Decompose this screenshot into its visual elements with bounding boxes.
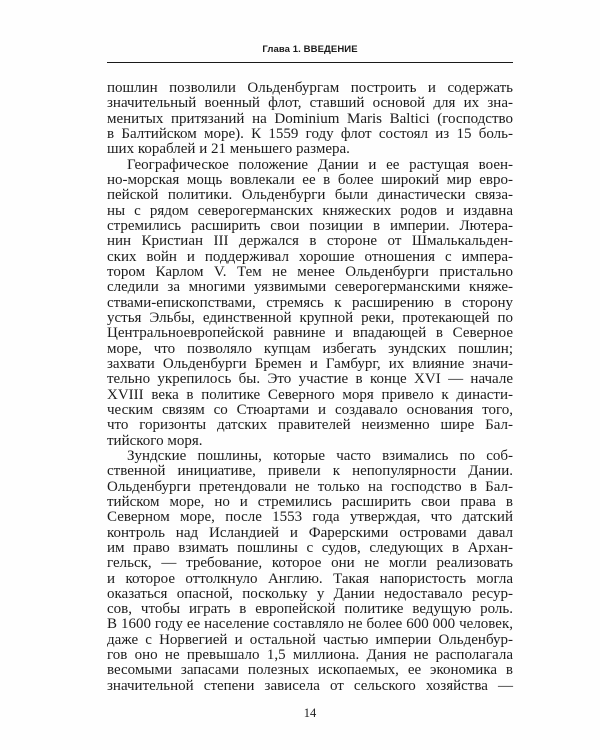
header-rule (107, 62, 513, 63)
text-line: Центральноевропейской равнине и впадающей в Северное (107, 325, 513, 342)
page-number: 14 (303, 706, 317, 720)
paragraph (107, 81, 513, 158)
text-line: море, что позволяло купцам избегать зундских пошлин; (107, 340, 513, 357)
text-line: устья Эльбы, единственной крупной реки, протекающей по (107, 309, 513, 326)
text-line: В 1600 году ее население составляло не более 600 000 человек, (107, 616, 513, 633)
running-head: Глава 1. ВВЕДЕНИЕ (262, 44, 358, 55)
text-line: менитых притязаний на Dominium Maris Baltici (господство (107, 110, 513, 127)
text-line: им право взимать пошлины с судов, следующих в Архан- (107, 539, 513, 556)
text-line: тийского моря. (107, 432, 203, 449)
text-line: в Балтийском море). К 1559 году флот состоял из 15 боль- (107, 125, 513, 142)
text-line: контроль над Исландией и Фарерскими островами давал (107, 524, 513, 541)
text-line: XVIII века в политике Северного моря привело к династи- (107, 386, 513, 403)
text-line: тором Карлом V. Тем не менее Ольденбурги пристально (107, 263, 513, 280)
text-line: ших кораблей и 21 меньшего размера. (107, 141, 350, 158)
text-line: захвати Ольденбурги Бремен и Гамбург, их влияние значи- (107, 355, 513, 372)
text-line: даже с Норвегией и остальной частью империи Ольденбур- (107, 631, 513, 648)
paragraph (107, 449, 513, 694)
text-line: следили за многими уязвимыми северогерманскими княже- (107, 279, 513, 296)
paragraph (107, 158, 513, 449)
text-line: Зундские пошлины, которые часто взимались по соб- (127, 447, 513, 464)
body-text (107, 81, 513, 694)
text-line: ских войн и поддерживал хорошие отношения с импера- (107, 248, 513, 265)
text-line: и которое оттолкнуло Англию. Такая напористость могла (107, 570, 513, 587)
text-line: гов оно не превышало 1,5 миллиона. Дания не располагала (107, 647, 513, 664)
text-line: сов, чтобы играть в европейской политике ведущую роль. (107, 601, 513, 618)
text-line: весомыми запасами полезных ископаемых, ее экономика в (107, 662, 513, 679)
text-line: пошлин позволили Ольденбургам построить и содержать (107, 80, 513, 96)
text-line: значительной степени зависела от сельского хозяйства — (107, 677, 513, 694)
text-line: ческим связям со Стюартами и создавало основания того, (107, 401, 513, 418)
text-line: тийском море, но и стремились расширить свои права в (107, 493, 513, 510)
text-line: пейской политики. Ольденбурги были династически связа- (107, 187, 513, 204)
text-line: ствами-епископствами, стремясь к расширению в сторону (107, 294, 513, 311)
text-line: что горизонты датских правителей неизменно шире Бал- (107, 417, 513, 434)
text-line: значительный военный флот, ставший основой для их зна- (107, 95, 513, 112)
text-line: Географическое положение Дании и ее растущая воен- (127, 156, 513, 173)
text-line: оказаться опасной, поскольку у Дании недоставало ресур- (107, 585, 513, 602)
text-line: гельск, — требование, которое они не могли реализовать (107, 555, 513, 572)
text-line: но-морская мощь вовлекали ее в более широкий мир евро- (107, 171, 513, 188)
text-line: Ольденбурги претендовали не только на господство в Бал- (107, 478, 513, 495)
text-line: нин Кристиан III держался в стороне от Шмалькальден- (107, 233, 513, 250)
text-line: ны с рядом северогерманских княжеских родов и издавна (107, 202, 513, 219)
text-line: Северном море, после 1553 года утверждая, что датский (107, 509, 513, 526)
text-line: тельно укрепилось бы. Это участие в конце XVI — начале (107, 371, 513, 388)
text-line: стремились расширить свои позиции в империи. Лютера- (107, 217, 513, 234)
text-line: ственной инициативе, привели к непопулярности Дании. (107, 463, 513, 480)
